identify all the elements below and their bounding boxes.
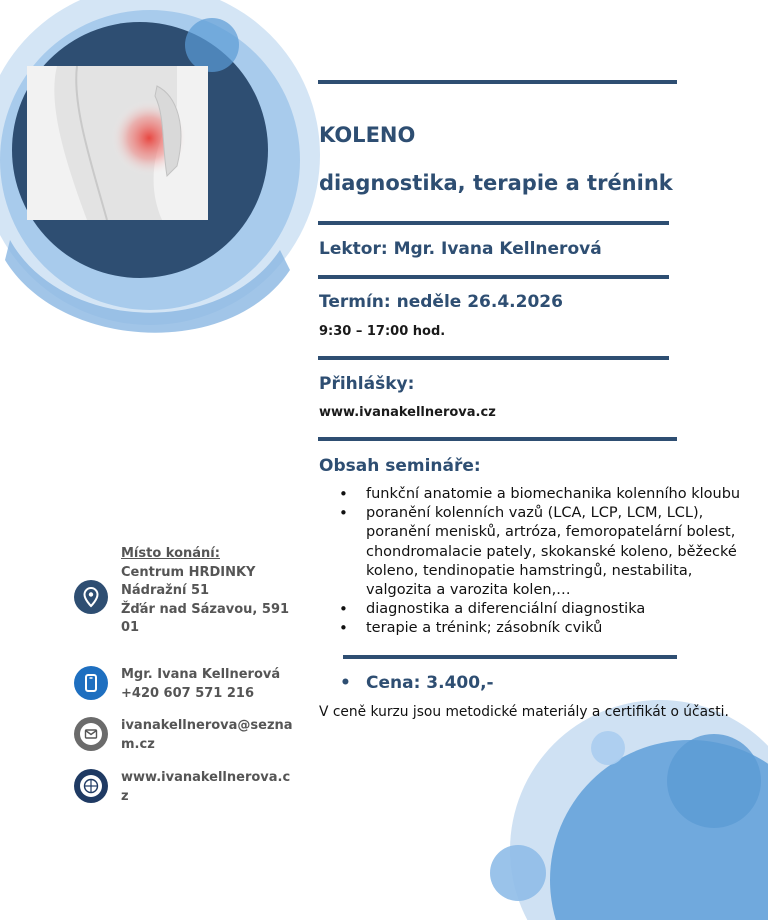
venue-label: Místo konání: [121,546,220,561]
contact-web-cont[interactable]: z [121,788,129,804]
contact-email-cont[interactable]: m.cz [121,736,155,752]
registration-heading: Přihlášky: [319,374,415,394]
content-heading: Obsah semináře: [319,456,481,476]
price-label: Cena: 3.400,- [366,673,494,693]
globe-icon [74,769,108,803]
list-item: • diagnostika a diferenciální diagnostika [338,600,748,619]
contact-web[interactable]: www.ivanakellnerova.c [121,770,291,785]
divider [318,221,669,225]
list-item: • poranění kolenních vazů (LCA, LCP, LCM, LCL), poranění menisků, artróza, femoropatelární bolest, chondromalacie pately, skokanské koleno, běžecké koleno, tendinopatie hamstringů, nestabilita, valgozita a varozita kolen,… [338,504,748,600]
venue-block [121,545,289,638]
contact-web-block[interactable] [121,769,290,806]
list-item: • terapie a trénink; zásobník cviků [338,619,748,638]
divider [318,356,669,360]
term-heading: Termín: neděle 26.4.2026 [319,292,563,312]
location-pin-icon [74,580,108,614]
contact-name: Mgr. Ivana Kellnerová [121,667,281,682]
contact-email-block[interactable] [121,717,293,754]
content-list [338,485,748,639]
venue-line: 01 [121,620,140,635]
divider [343,655,677,659]
course-title: KOLENO [319,123,416,147]
price-bullet: • [340,673,351,693]
venue-line: Centrum HRDINKY [121,564,256,580]
phone-icon [74,666,108,700]
term-time: 9:30 – 17:00 hod. [319,324,446,339]
divider [318,80,677,84]
contact-phone[interactable]: +420 607 571 216 [121,685,255,701]
mail-icon [74,717,108,751]
venue-line: Nádražní 51 [121,583,210,598]
venue-line: Žďár nad Sázavou, 591 [121,601,290,617]
registration-url[interactable]: www.ivanakellnerova.cz [319,405,496,420]
course-subtitle: diagnostika, terapie a trénink [319,171,673,195]
contact-name-block [121,666,280,703]
list-item: • funkční anatomie a biomechanika kolenního kloubu [338,485,748,504]
lector: Lektor: Mgr. Ivana Kellnerová [319,239,602,259]
knee-photo [27,66,208,220]
price-note: V ceně kurzu jsou metodické materiály a certifikát o účasti. [319,704,729,720]
contact-email[interactable]: ivanakellnerova@sezna [121,718,293,733]
divider [318,437,677,441]
divider [318,275,669,279]
